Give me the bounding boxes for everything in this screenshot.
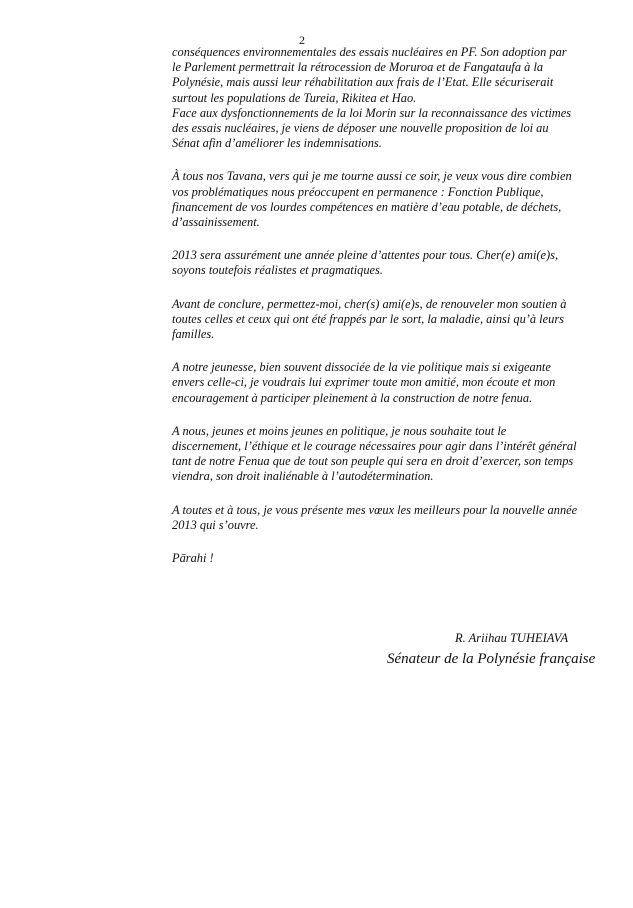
letter-body (172, 45, 622, 584)
text-line: vos problématiques nous préoccupent en permanence : Fonction Publique, (172, 184, 544, 199)
text-line: familles. (172, 327, 215, 342)
text-line: A notre jeunesse, bien souvent dissociée de la vie politique mais si exigeante (172, 360, 551, 375)
text-line: tant de notre Fenua que de tout son peuple qui sera en droit d’exercer, son temps (172, 454, 574, 469)
text-line: soyons toutefois réalistes et pragmatiques. (172, 263, 383, 278)
paragraph-support (172, 297, 622, 343)
text-line: viendra, son droit inaliénable à l’autodétermination. (172, 469, 434, 484)
text-line: Face aux dysfonctionnements de la loi Morin sur la reconnaissance des victimes (172, 105, 572, 120)
text-line: 2013 sera assurément une année pleine d’attentes pour tous. Cher(e) ami(e)s, (172, 248, 559, 263)
page-number: 2 (299, 33, 305, 47)
text-line: d’assainissement. (172, 215, 260, 230)
text-line: Polynésie, mais aussi leur réhabilitation aux frais de l’Etat. Elle sécuriserait (172, 75, 554, 90)
text-line: 2013 qui s’ouvre. (172, 517, 259, 532)
paragraph-wishes (172, 503, 622, 533)
paragraph-youth (172, 360, 622, 406)
signature-name: R. Ariihau TUHEIAVA (455, 631, 569, 645)
paragraph-tavana (172, 169, 622, 230)
paragraph-nuclear-tests (172, 45, 622, 151)
text-line: le Parlement permettrait la rétrocession de Moruroa et de Fangataufa à la (172, 60, 544, 75)
paragraph-closing (172, 551, 622, 566)
text-line: Pārahi ! (172, 551, 214, 566)
paragraph-2013 (172, 248, 622, 278)
text-line: Avant de conclure, permettez-moi, cher(s) ami(e)s, de renouveler mon soutien à (172, 296, 567, 311)
paragraph-politics (172, 424, 622, 485)
text-line: A nous, jeunes et moins jeunes en politique, je nous souhaite tout le (172, 423, 507, 438)
text-line: conséquences environnementales des essais nucléaires en PF. Son adoption par (172, 45, 567, 59)
text-line: discernement, l’éthique et le courage nécessaires pour agir dans l’intérêt général (172, 439, 577, 454)
text-line: Sénat afin d’améliorer les indemnisations. (172, 136, 382, 151)
text-line: encouragement à participer pleinement à la construction de notre fenua. (172, 390, 533, 405)
text-line: toutes celles et ceux qui ont été frappés par le sort, la maladie, ainsi qu’à leurs (172, 311, 564, 326)
text-line: des essais nucléaires, je viens de déposer une nouvelle proposition de loi au (172, 121, 549, 136)
text-line: surtout les populations de Tureia, Rikitea et Hao. (172, 90, 417, 105)
text-line: financement de vos lourdes compétences en matière d’eau potable, de déchets, (172, 199, 562, 214)
text-line: envers celle-ci, je voudrais lui exprimer toute mon amitié, mon écoute et mon (172, 375, 556, 390)
signature-title: Sénateur de la Polynésie française (387, 651, 596, 667)
text-line: A toutes et à tous, je vous présente mes vœux les meilleurs pour la nouvelle année (172, 502, 578, 517)
text-line: À tous nos Tavana, vers qui je me tourne aussi ce soir, je veux vous dire combien (172, 169, 572, 184)
